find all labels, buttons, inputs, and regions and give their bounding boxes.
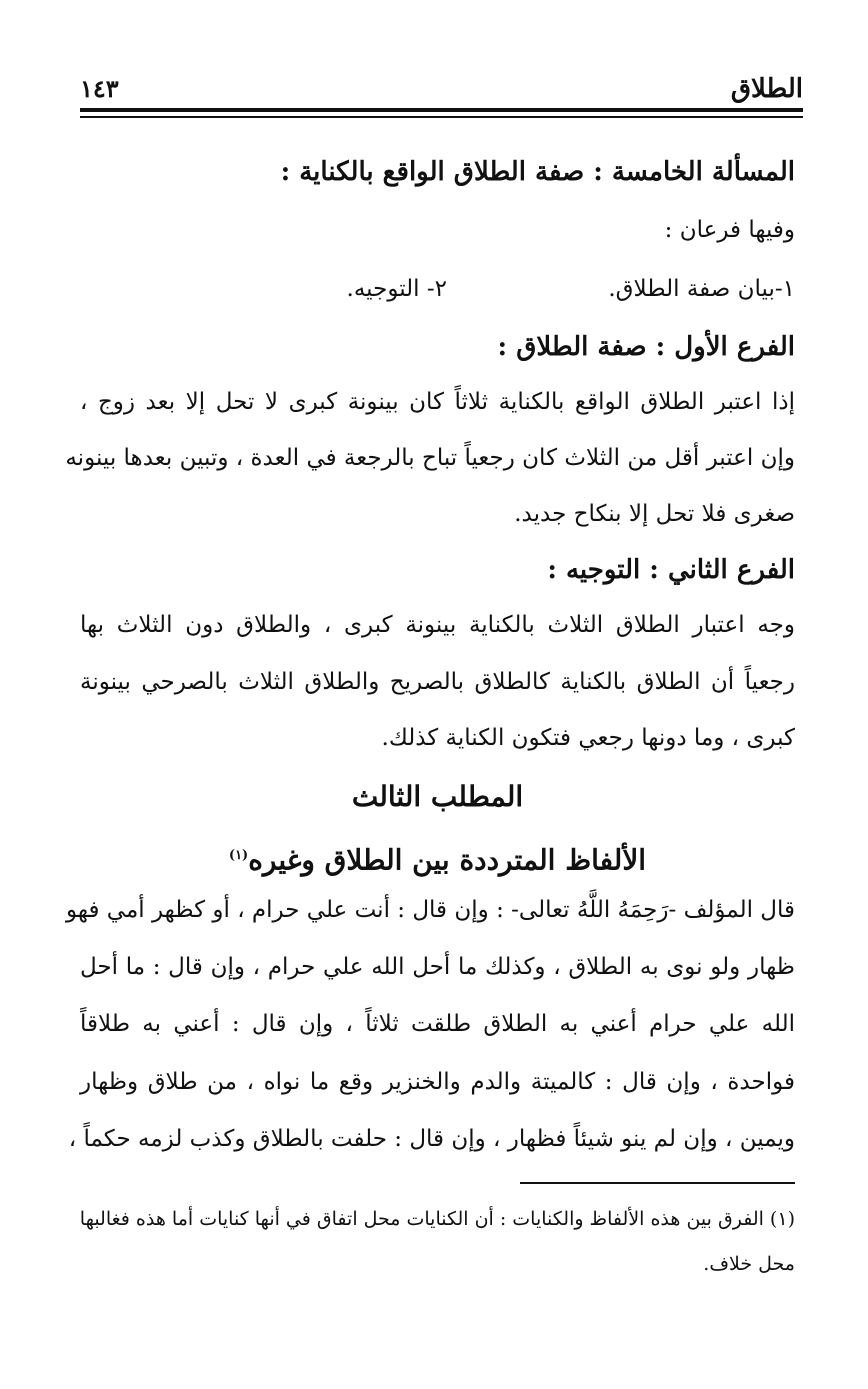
footnote-line: محل خلاف. xyxy=(703,1253,795,1275)
paragraph-3-line: فواحدة ، وإن قال : كالميتة والدم والخنزير وقع ما نواه ، من طلاق وظهار xyxy=(80,1069,795,1095)
section-heading: المسألة الخامسة : صفة الطلاق الواقع بالكناية : xyxy=(280,157,795,187)
matlab-title xyxy=(80,834,795,878)
paragraph-1-line: صغرى فلا تحل إلا بنكاح جديد. xyxy=(514,501,795,527)
paragraph-2-line: كبرى ، وما دونها رجعي فتكون الكناية كذلك. xyxy=(381,725,795,751)
paragraph-1-line: وإن اعتبر أقل من الثلاث كان رجعياً تباح بالرجعة في العدة ، وتبين بعدها بينونه xyxy=(65,445,795,471)
branches-list xyxy=(80,267,795,311)
running-title: الطلاق xyxy=(730,74,803,104)
page-number: ١٤٣ xyxy=(80,74,119,103)
paragraph-3-line: ظهار ولو نوى به الطلاق ، وكذلك ما أحل الله علي حرام ، وإن قال : ما أحل xyxy=(80,954,795,980)
page-header xyxy=(80,70,803,112)
paragraph-2-line: وجه اعتبار الطلاق الثلاث بالكناية بينونة كبرى ، والطلاق دون الثلاث بها xyxy=(80,612,795,638)
footnote-line: (١) الفرق بين هذه الألفاظ والكنايات : أن الكنايات محل اتفاق في أنها كنايات أما هذه فغالبها xyxy=(79,1208,795,1230)
matlab-heading: المطلب الثالث xyxy=(351,780,524,813)
matlab-title-text: الألفاظ المترددة بين الطلاق وغيره xyxy=(248,843,647,877)
header-rule-thin xyxy=(80,116,803,118)
first-branch-heading: الفرع الأول : صفة الطلاق : xyxy=(497,332,795,362)
header-rule-thick xyxy=(80,108,803,112)
paragraph-3-line: الله علي حرام أعني به الطلاق طلقت ثلاثاً ، وإن قال : أعني به طلاقاً xyxy=(80,1011,795,1037)
branch-item-1: ١-بيان صفة الطلاق. xyxy=(608,276,795,302)
footnote-marker: (١) xyxy=(228,848,249,863)
paragraph-1-line: إذا اعتبر الطلاق الواقع بالكناية ثلاثاً كان بينونة كبرى لا تحل إلا بعد زوج ، xyxy=(80,389,795,415)
paragraph-2-line: رجعياً أن الطلاق بالكناية كالطلاق بالصريح والطلاق الثلاث بالصرحي بينونة xyxy=(80,669,795,695)
branch-item-2: ٢- التوجيه. xyxy=(346,276,447,302)
paragraph-3-line: ويمين ، وإن لم ينو شيئاً فظهار ، وإن قال : حلفت بالطلاق وكذب لزمه حكماً ، xyxy=(68,1126,795,1152)
second-branch-heading: الفرع الثاني : التوجيه : xyxy=(547,555,795,585)
intro-line: وفيها فرعان : xyxy=(664,217,795,243)
footnote-separator xyxy=(520,1182,795,1184)
paragraph-3-line: قال المؤلف -رَحِمَهُ اللَّهُ تعالى- : وإن قال : أنت علي حرام ، أو كظهر أمي فهو xyxy=(65,897,795,923)
